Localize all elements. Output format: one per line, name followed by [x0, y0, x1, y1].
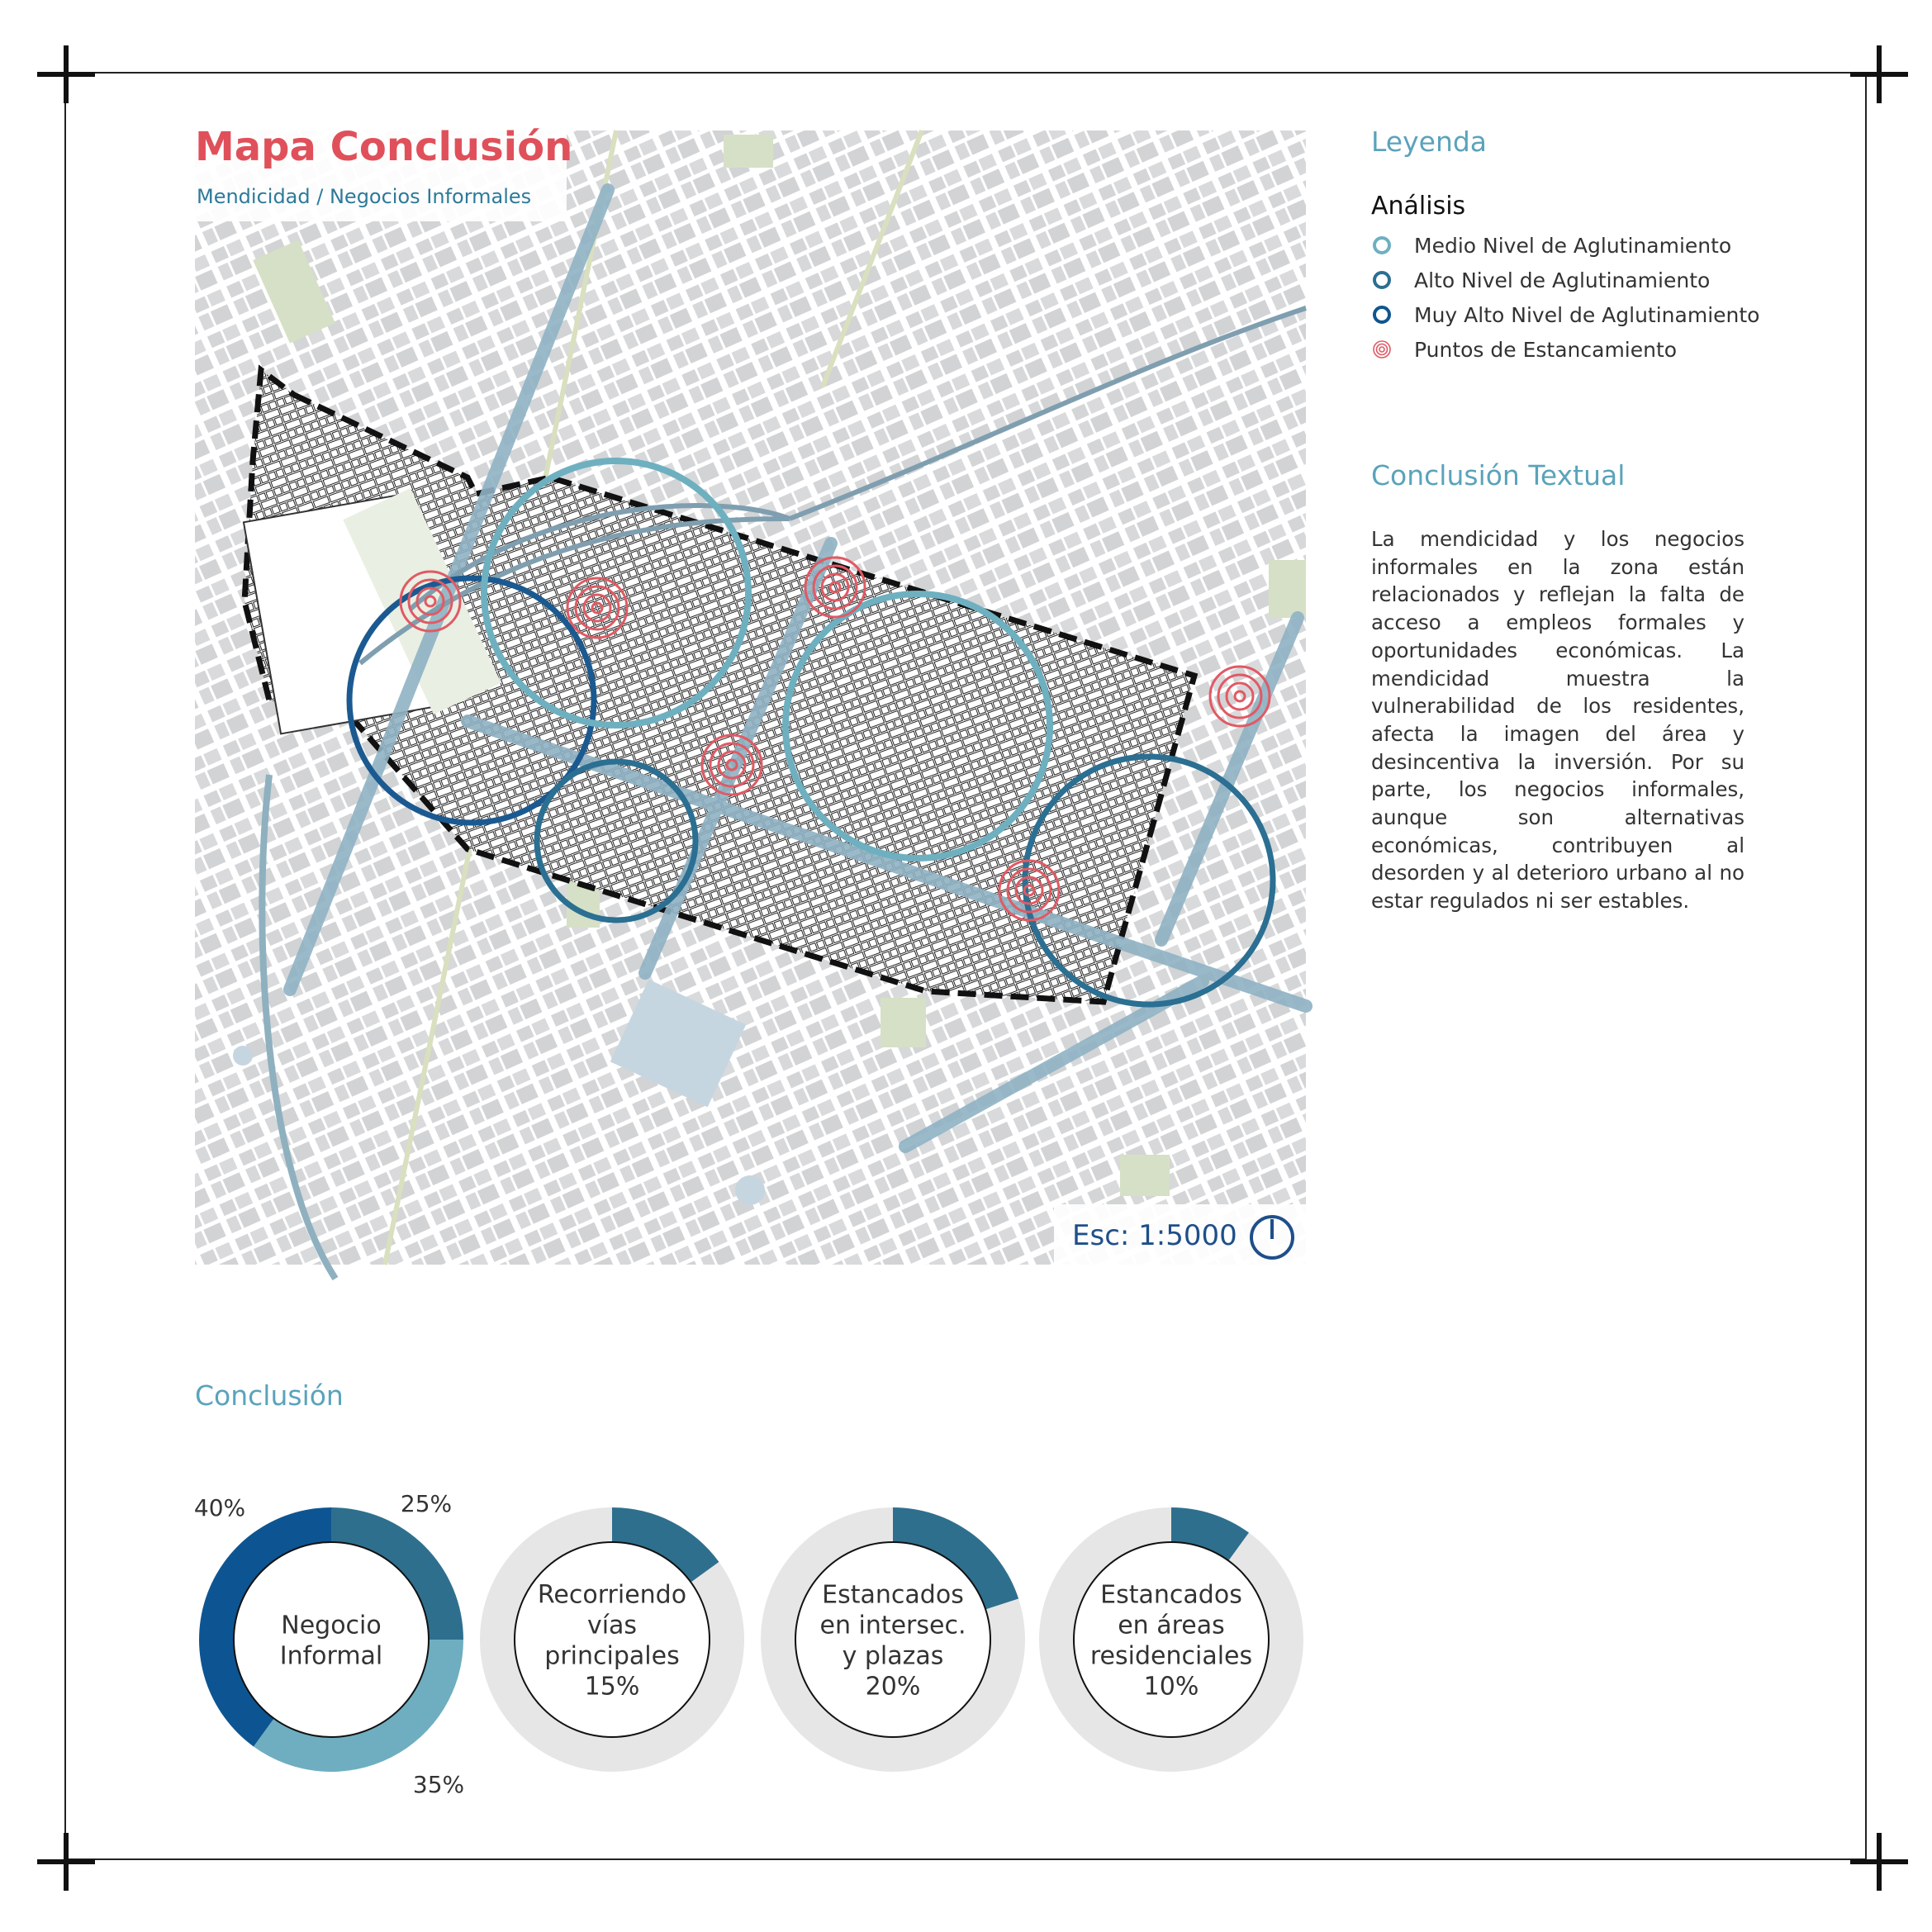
legend-title: Leyenda [1371, 126, 1488, 158]
donut-value-label: 20% [865, 1672, 921, 1702]
crop-mark-icon [37, 1833, 95, 1891]
donut-value-label: 15% [584, 1672, 640, 1702]
map-subtitle: Mendicidad / Negocios Informales [197, 185, 532, 208]
donut-data-label: 35% [412, 1771, 465, 1798]
crop-mark-icon [1850, 1833, 1908, 1891]
donut-center-label: Informal [279, 1641, 383, 1671]
textual-conclusion-body: La mendicidad y los negocios informales en la zona están relacionados y reflejan la falta de acceso a empleos formales y oportunidades económicas. La mendicidad muestra la vulnerabilidad de los residentes, afecta la imagen del área y desincentiva la inversión. Por su parte, los negocios informales, aunque son alternativas económicas, contribuyen al desorden y al deterioro urbano al no estar regulados ni ser estables. [1371, 527, 1744, 914]
donut-center-label: y plazas [842, 1641, 944, 1671]
map-scale: Esc: 1:5000 [1072, 1219, 1237, 1252]
donut-center-label: en áreas [1118, 1611, 1225, 1640]
crop-mark-icon [37, 45, 95, 103]
donut-value-label: 10% [1143, 1672, 1199, 1702]
donut-data-label: 25% [400, 1490, 453, 1517]
legend-item-label: Muy Alto Nivel de Aglutinamiento [1414, 302, 1760, 327]
legend-item [1371, 263, 1759, 297]
north-arrow-icon [1249, 1214, 1295, 1260]
legend-item [1371, 297, 1759, 332]
conclusion-title: Conclusión [195, 1379, 344, 1412]
textual-conclusion-title: Conclusión Textual [1371, 459, 1626, 491]
conclusion-map [195, 131, 1306, 1265]
concentric-target-icon [1371, 339, 1393, 360]
legend-item [1371, 228, 1759, 263]
legend-item-label: Medio Nivel de Aglutinamiento [1414, 233, 1732, 258]
legend-item-label: Alto Nivel de Aglutinamiento [1414, 268, 1711, 292]
ring-icon [1371, 269, 1393, 291]
legend-subtitle: Análisis [1371, 192, 1466, 221]
crop-mark-icon [1850, 45, 1908, 103]
donut-data-label: 40% [193, 1494, 246, 1521]
map-title: Mapa Conclusión [195, 124, 573, 170]
donut-center-label: residenciales [1089, 1641, 1253, 1671]
donut-center-label: principales [544, 1641, 680, 1671]
donut-center-label: Estancados [1100, 1580, 1242, 1610]
legend-item [1371, 332, 1759, 367]
legend-list [1371, 228, 1759, 367]
donut-center-label: Recorriendo [537, 1580, 687, 1610]
ring-icon [1371, 235, 1393, 256]
conclusion-donut-charts [193, 1487, 1306, 1798]
legend-item-label: Puntos de Estancamiento [1414, 337, 1678, 362]
donut-center-label: en intersec. [819, 1611, 966, 1640]
ring-icon [1371, 304, 1393, 325]
donut-center-label: vías [586, 1611, 638, 1640]
donut-center-label: Negocio [281, 1611, 382, 1640]
donut-center-label: Estancados [822, 1580, 964, 1610]
